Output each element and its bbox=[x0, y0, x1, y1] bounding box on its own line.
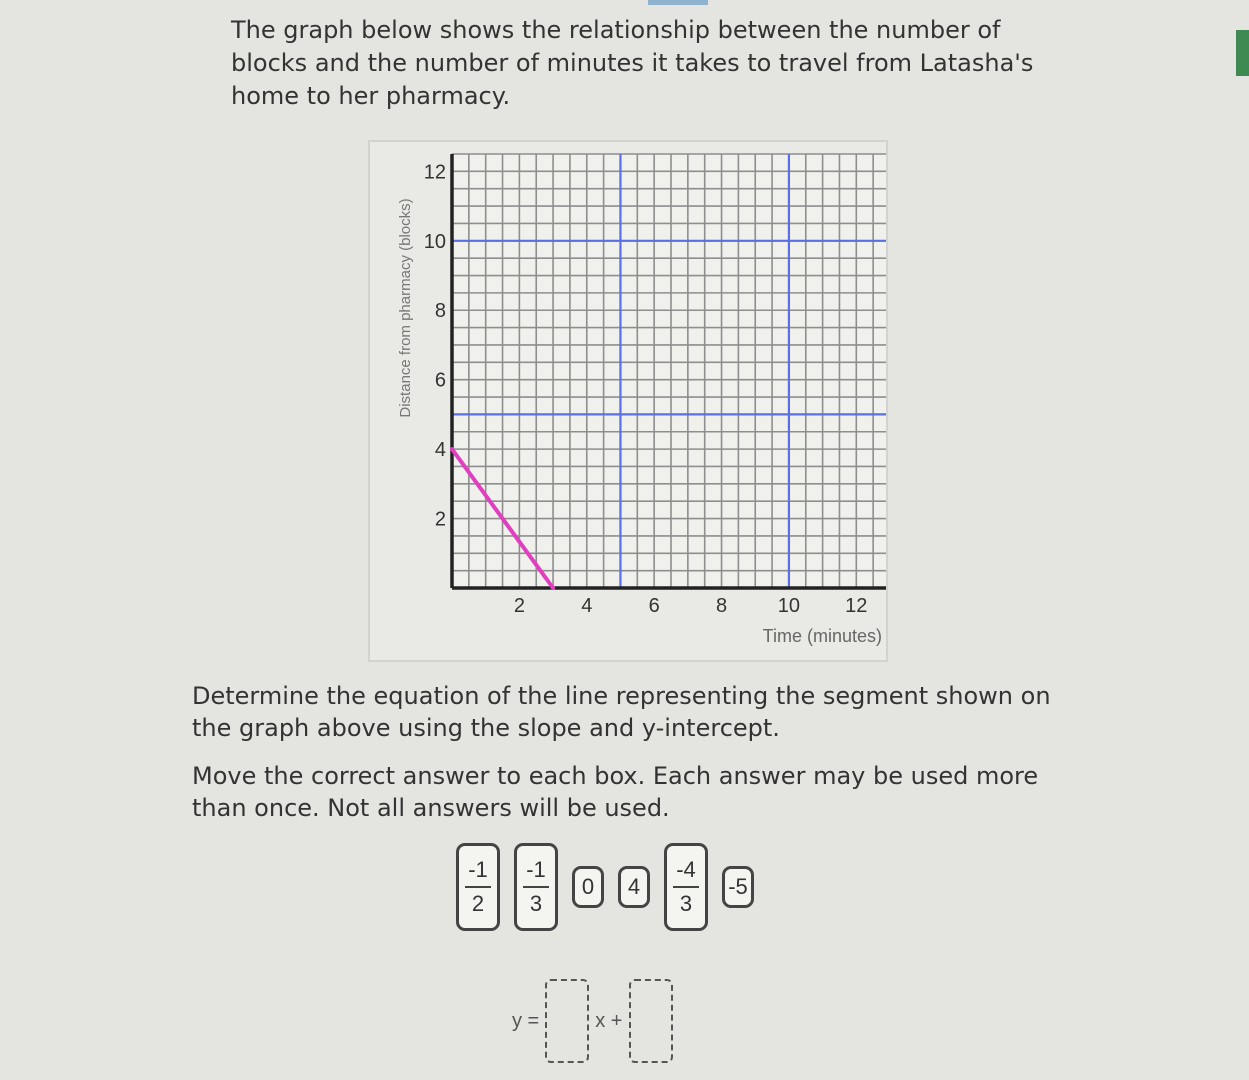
instruction-drag: Move the correct answer to each box. Each answer may be used more than once. Not all answers will be used. bbox=[192, 762, 1039, 822]
answer-tile-four[interactable] bbox=[618, 866, 650, 908]
tile-numerator: -1 bbox=[526, 857, 546, 882]
y-axis-label: Distance from pharmacy (blocks) bbox=[397, 198, 414, 418]
tile-denominator: 2 bbox=[471, 891, 485, 916]
x-tick-label: 2 bbox=[513, 595, 525, 617]
tile-numerator: -1 bbox=[468, 857, 488, 882]
tile-denominator: 3 bbox=[529, 891, 543, 916]
x-tick-label: 6 bbox=[648, 595, 660, 617]
fraction-bar bbox=[673, 886, 699, 888]
fraction-bar bbox=[523, 886, 549, 888]
answer-tile-neg-five[interactable] bbox=[722, 866, 754, 908]
answer-tile-zero[interactable] bbox=[572, 866, 604, 908]
answer-tile-neg-four-thirds[interactable] bbox=[664, 843, 708, 931]
intercept-drop-box[interactable] bbox=[629, 979, 673, 1063]
plot-area bbox=[452, 154, 886, 588]
x-tick-label: 4 bbox=[581, 595, 593, 617]
x-axis-label: Time (minutes) bbox=[762, 626, 882, 646]
x-tick-label: 10 bbox=[777, 595, 801, 617]
equation-middle: x + bbox=[595, 1009, 623, 1032]
distance-time-graph bbox=[370, 142, 886, 660]
tile-value: -5 bbox=[728, 874, 748, 899]
tile-numerator: -4 bbox=[676, 857, 696, 882]
y-tick-label: 12 bbox=[423, 161, 446, 184]
question-prompt: The graph below shows the relationship between the number of blocks and the number of minutes it takes to travel from Latasha's home to her pharmacy. bbox=[231, 16, 1034, 110]
equation-lhs: y = bbox=[512, 1009, 540, 1032]
top-tab bbox=[648, 0, 708, 5]
answer-tile-neg-one-third[interactable] bbox=[514, 843, 558, 931]
y-tick-label: 10 bbox=[423, 230, 446, 253]
data-point bbox=[551, 586, 555, 590]
y-tick-label: 8 bbox=[434, 300, 446, 323]
fraction-bar bbox=[465, 886, 491, 888]
y-tick-label: 6 bbox=[434, 369, 446, 392]
y-tick-label: 4 bbox=[434, 439, 446, 462]
x-tick-label: 12 bbox=[845, 595, 868, 617]
answer-tile-neg-one-half[interactable] bbox=[456, 843, 500, 931]
graph-card bbox=[368, 140, 888, 662]
answer-bank bbox=[456, 842, 754, 932]
y-tick-label: 2 bbox=[434, 508, 446, 531]
equation-row bbox=[512, 976, 673, 1066]
slope-drop-box[interactable] bbox=[545, 979, 589, 1063]
data-point bbox=[450, 447, 454, 451]
instruction-equation: Determine the equation of the line representing the segment shown on the graph above using the slope and y-intercept. bbox=[192, 682, 1051, 742]
side-flag-marker bbox=[1236, 30, 1249, 76]
tile-denominator: 3 bbox=[679, 891, 693, 916]
tile-value: 0 bbox=[581, 874, 595, 899]
x-tick-label: 8 bbox=[715, 595, 728, 617]
tile-value: 4 bbox=[627, 874, 641, 899]
